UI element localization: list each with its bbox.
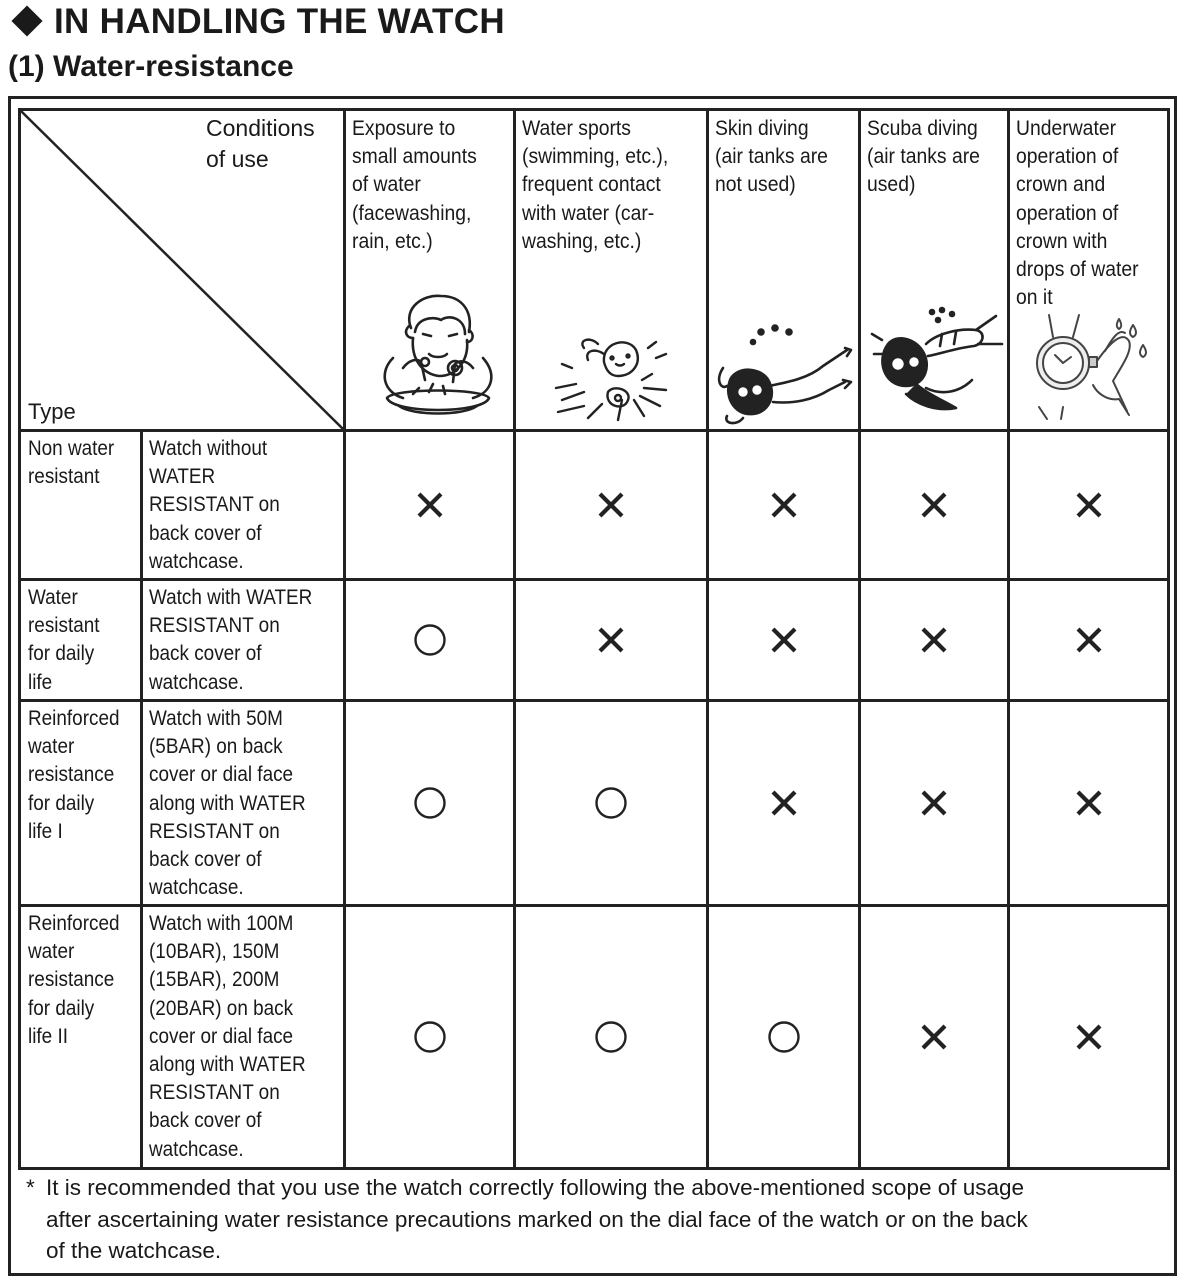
cross-not-allowed-icon bbox=[914, 1017, 954, 1057]
water-resistance-table bbox=[18, 108, 1170, 1170]
column-header-line: operation of bbox=[1016, 144, 1119, 169]
row-description-line: watchcase. bbox=[149, 875, 244, 900]
grid-line-horizontal bbox=[18, 904, 1170, 907]
row-description-line: RESISTANT on bbox=[149, 613, 280, 638]
row-description-line: Watch without bbox=[149, 436, 268, 460]
section-title bbox=[8, 2, 505, 42]
column-header-line: of water bbox=[352, 172, 421, 197]
cross-not-allowed-icon bbox=[764, 485, 804, 525]
grid-line-vertical bbox=[1167, 108, 1170, 1170]
footnote-line: of the watchcase. bbox=[46, 1238, 222, 1263]
column-header-line: Water sports bbox=[522, 116, 631, 140]
section-title-text: IN HANDLING THE WATCH bbox=[54, 2, 505, 41]
row-description-line: watchcase. bbox=[149, 548, 244, 573]
scuba-diver-illustration bbox=[866, 304, 1006, 424]
sub-title: (1) Water-resistance bbox=[8, 50, 294, 83]
circle-allowed-icon bbox=[591, 1017, 631, 1057]
column-header-line: crown and bbox=[1016, 172, 1106, 197]
cross-not-allowed-icon bbox=[764, 620, 804, 660]
row-description-line: watchcase. bbox=[149, 1136, 244, 1161]
row-type-line: water bbox=[28, 939, 75, 964]
column-header-line: Underwater bbox=[1016, 116, 1117, 140]
face-washing-illustration bbox=[373, 288, 503, 443]
type-label: Type bbox=[28, 399, 76, 424]
cross-not-allowed-icon bbox=[1069, 620, 1109, 660]
row-description-line: Watch with 50M bbox=[149, 706, 283, 730]
cross-not-allowed-icon bbox=[1069, 1017, 1109, 1057]
column-header-line: crown with bbox=[1016, 228, 1108, 253]
column-header-line: frequent contact bbox=[522, 172, 661, 197]
cross-not-allowed-icon bbox=[591, 485, 631, 525]
cross-not-allowed-icon bbox=[1069, 485, 1109, 525]
row-type-line: water bbox=[28, 734, 75, 759]
row-description-line: along with WATER bbox=[149, 1052, 306, 1076]
circle-allowed-icon bbox=[591, 783, 631, 823]
circle-allowed-icon bbox=[764, 1017, 804, 1057]
row-description-line: Watch with WATER bbox=[149, 585, 313, 609]
column-header-line: washing, etc.) bbox=[522, 228, 642, 253]
grid-line-horizontal bbox=[18, 578, 1170, 581]
column-header-line: on it bbox=[1016, 285, 1053, 310]
grid-line-vertical bbox=[140, 429, 143, 1170]
column-header-line: rain, etc.) bbox=[352, 228, 433, 253]
row-type-line: resistance bbox=[28, 967, 115, 992]
grid-line-vertical bbox=[858, 108, 861, 1170]
diamond-bullet-icon bbox=[11, 6, 42, 37]
row-description-line: back cover of bbox=[149, 520, 262, 545]
cross-not-allowed-icon bbox=[914, 485, 954, 525]
row-description-line: back cover of bbox=[149, 641, 262, 666]
grid-line-vertical bbox=[706, 108, 709, 1170]
grid-line-horizontal bbox=[18, 1167, 1170, 1170]
column-header-line: (air tanks are bbox=[715, 144, 828, 169]
row-description-line: cover or dial face bbox=[149, 1023, 294, 1048]
footnote-star: * bbox=[26, 1175, 35, 1200]
row-description-line: RESISTANT on bbox=[149, 1080, 280, 1105]
grid-line-vertical bbox=[1007, 108, 1010, 1170]
row-description-line: (15BAR), 200M bbox=[149, 967, 280, 992]
row-description-line: (10BAR), 150M bbox=[149, 939, 280, 964]
row-type-line: resistant bbox=[28, 464, 100, 489]
grid-line-horizontal bbox=[18, 699, 1170, 702]
row-description-line: along with WATER bbox=[149, 790, 306, 815]
column-header-line: Scuba diving bbox=[867, 116, 978, 140]
row-type-line: Water bbox=[28, 585, 78, 609]
row-description-line: watchcase. bbox=[149, 669, 244, 694]
row-description-line: WATER bbox=[149, 464, 216, 489]
circle-allowed-icon bbox=[410, 783, 450, 823]
column-header-line: drops of water bbox=[1016, 257, 1139, 281]
row-type-line: life bbox=[28, 669, 53, 694]
cross-not-allowed-icon bbox=[1069, 783, 1109, 823]
cross-not-allowed-icon bbox=[410, 485, 450, 525]
cross-not-allowed-icon bbox=[764, 783, 804, 823]
conditions-of-use-label: of use bbox=[206, 146, 269, 172]
cross-not-allowed-icon bbox=[914, 783, 954, 823]
footnote-line: It is recommended that you use the watch correctly following the above-mentioned scope of usage bbox=[46, 1175, 1025, 1200]
column-header-line: (swimming, etc.), bbox=[522, 144, 669, 169]
row-description-line: back cover of bbox=[149, 847, 262, 871]
row-type-line: Reinforced bbox=[28, 706, 120, 730]
row-type-line: resistant bbox=[28, 613, 100, 638]
skin-diver-illustration bbox=[713, 320, 853, 435]
swimming-illustration bbox=[548, 328, 678, 433]
row-type-line: Reinforced bbox=[28, 911, 120, 935]
column-header-line: with water (car- bbox=[522, 200, 655, 225]
column-header-line: (facewashing, bbox=[352, 200, 472, 225]
column-header-line: used) bbox=[867, 172, 916, 197]
row-description-line: (20BAR) on back bbox=[149, 995, 294, 1020]
cross-not-allowed-icon bbox=[914, 620, 954, 660]
row-type-line: life I bbox=[28, 818, 63, 843]
row-type-line: resistance bbox=[28, 762, 115, 787]
column-header-line: (air tanks are bbox=[867, 144, 980, 169]
row-type-line: for daily bbox=[28, 995, 95, 1020]
cross-not-allowed-icon bbox=[591, 620, 631, 660]
footnote bbox=[26, 1172, 1028, 1267]
row-type-line: Non water bbox=[28, 436, 115, 460]
column-header-line: not used) bbox=[715, 172, 796, 197]
column-header-line: Exposure to bbox=[352, 116, 456, 140]
footnote-line: after ascertaining water resistance precautions marked on the dial face of the watch or on the back bbox=[46, 1206, 1028, 1232]
grid-line-vertical bbox=[513, 108, 516, 1170]
row-description-line: RESISTANT on bbox=[149, 492, 280, 517]
column-header-line: Skin diving bbox=[715, 116, 809, 140]
row-type-line: life II bbox=[28, 1023, 68, 1048]
row-description-line: cover or dial face bbox=[149, 762, 294, 787]
row-description-line: RESISTANT on bbox=[149, 818, 280, 843]
circle-allowed-icon bbox=[410, 620, 450, 660]
column-header-line: small amounts bbox=[352, 144, 477, 169]
row-description-line: back cover of bbox=[149, 1108, 262, 1133]
column-header-line: operation of bbox=[1016, 200, 1119, 225]
header-diagonal-line bbox=[19, 109, 344, 431]
row-type-line: for daily bbox=[28, 641, 95, 666]
conditions-of-use-label: Conditions bbox=[206, 115, 315, 141]
row-description-line: Watch with 100M bbox=[149, 911, 294, 935]
row-type-line: for daily bbox=[28, 790, 95, 815]
row-description-line: (5BAR) on back bbox=[149, 734, 283, 759]
watch-water-drops-illustration bbox=[1033, 311, 1153, 426]
circle-allowed-icon bbox=[410, 1017, 450, 1057]
